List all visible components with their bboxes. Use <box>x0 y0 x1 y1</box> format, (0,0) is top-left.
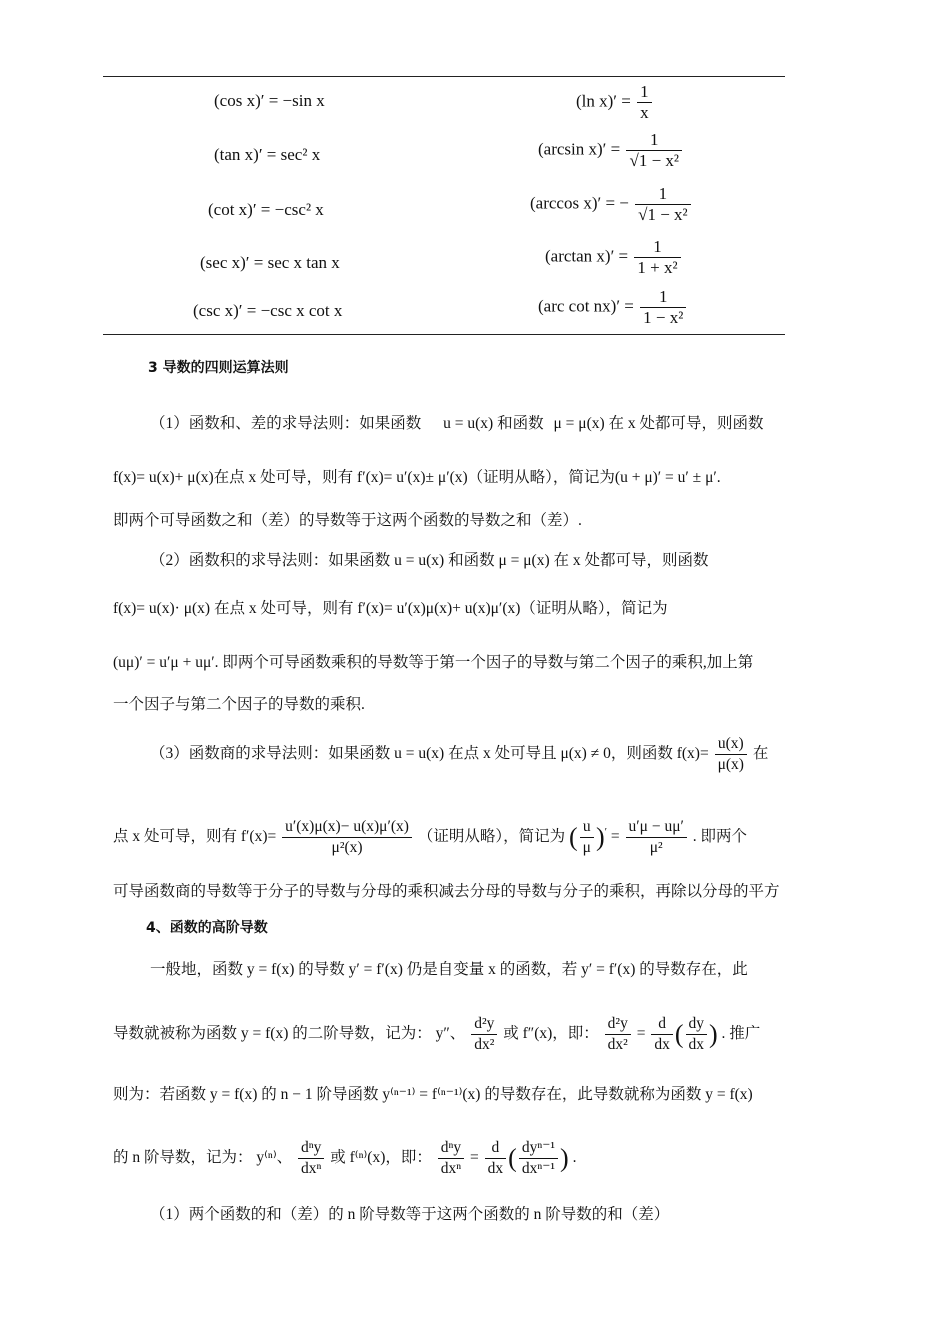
formula-arccos-prefix: (arccos x)′ = − <box>530 193 629 213</box>
lhs-num: d²y <box>605 1014 631 1035</box>
table-bottom-rule <box>103 334 785 335</box>
prime-mark: ′ <box>604 826 608 838</box>
section4-p1-line1: 一般地，函数 y = f(x) 的导数 y′ = f′(x) 仍是自变量 x 的函数，若 y′ = f′(x) 的导数存在，此 <box>150 961 748 978</box>
formula-cot: (cot x)′ = −csc² x <box>208 200 324 219</box>
paren-open: ( <box>568 822 578 852</box>
dx-den-2: dx <box>688 1035 704 1053</box>
rule3-short-num: u′μ − uμ′ <box>626 817 687 838</box>
formula-ln-prefix: (ln x)′ = <box>576 91 631 111</box>
second-derivative-lhs <box>605 1014 631 1055</box>
formula-cos: (cos x)′ = −sin x <box>214 91 325 110</box>
section4-p1-line2: 导数就被称为函数 y = f(x) 的二阶导数，记为： y″、 $\frac{\text{d²y}}{\text{dx²}}$ 或 f″(x)，即： $\frac{\text{d²y}}{\text{dx²}}$ = $\frac{d}{dx}$ ( $\frac{dy}{dx}$ ) . 推广 <box>113 1014 761 1053</box>
rule3-line1a: （3）函数商的求导法则：如果函数 u = u(x) 在点 x 处可导且 μ(x) ≠ 0，则函数 f(x)= <box>150 745 709 763</box>
rule3-line2b: （证明从略），简记为 <box>417 828 566 846</box>
formula-sec: (sec x)′ = sec x tan x <box>200 253 340 272</box>
section4-p1-line3: 则为：若函数 y = f(x) 的 n − 1 阶导函数 y⁽ⁿ⁻¹⁾ = f⁽ⁿ⁻¹⁾(x) 的导数存在，此导数就称为函数 y = f(x) <box>113 1086 753 1103</box>
section4-p1-line4c: . <box>572 1149 577 1166</box>
section4-p1-line2a: 导数就被称为函数 y = f(x) 的二阶导数，记为： y″、 <box>113 1025 466 1042</box>
formula-csc: (csc x)′ = −csc x cot x <box>193 301 343 320</box>
rule3-line3: 可导函数商的导数等于分子的导数与分母的乘积减去分母的导数与分子的乘积，再除以分母的平方 <box>113 883 780 900</box>
section4-heading: 4、函数的高阶导数 <box>146 920 268 936</box>
nth-dx-den: dx <box>487 1159 504 1177</box>
rule3-line2a: 点 x 处可导，则有 f′(x)= <box>113 828 277 846</box>
rule1-end: 在 x 处都可导，则函数 <box>608 415 764 432</box>
formula-ln <box>576 82 654 123</box>
rule1-intro: （1）函数和、差的求导法则：如果函数 <box>150 415 422 432</box>
section4-p1-line2b: 或 f″(x)，即： <box>503 1025 599 1042</box>
nth-inner-fraction <box>519 1138 558 1179</box>
rule1-line3: 即两个可导函数之和（差）的导数等于这两个函数的导数之和（差）. <box>113 512 582 529</box>
d-num: d <box>651 1014 673 1035</box>
dxn-den: dxⁿ <box>301 1159 322 1177</box>
section4-p1-line4: 的 n 阶导数，记为： y⁽ⁿ⁾、 $\frac{\text{dⁿy}}{\text{dxⁿ}}$ 或 f⁽ⁿ⁾(x)，即： $\frac{\text{dⁿy}}{\text{dxⁿ}}$ = $\frac{d}{dx}$ ( $\frac{\text{dyⁿ⁻¹}}{\text{dxⁿ⁻¹}}$ ) . <box>113 1138 577 1177</box>
nth-d-over-dx <box>485 1138 507 1179</box>
paren-close-2: ) <box>709 1019 718 1049</box>
dy-num: dy <box>686 1014 708 1035</box>
rule1-f1: u = u(x) <box>443 415 494 432</box>
formula-arccot-den: 1 − x² <box>643 308 684 327</box>
formula-arccot-fraction <box>640 287 686 328</box>
paren-close-3: ) <box>560 1143 569 1173</box>
section4-rule1: （1）两个函数的和（差）的 n 阶导数等于这两个函数的 n 阶导数的和（差） <box>150 1206 670 1223</box>
nth-lhs-num: dⁿy <box>438 1138 464 1159</box>
table-top-rule <box>103 76 785 77</box>
rule3-short-den: μ² <box>649 839 663 857</box>
dny-num: dⁿy <box>298 1138 324 1159</box>
rule3-line1 <box>150 734 768 775</box>
formula-arctan-fraction <box>634 237 680 278</box>
formula-arccot-prefix: (arc cot nx)′ = <box>538 296 634 316</box>
formula-arcsin-den: √1 − x² <box>629 151 679 170</box>
mu-den: μ <box>582 839 591 857</box>
nth-lhs-den: dxⁿ <box>440 1159 462 1177</box>
dy-over-dx <box>686 1014 708 1055</box>
formula-arccos <box>530 184 693 225</box>
paren-open-2: ( <box>674 1019 684 1049</box>
formula-arccos-num: 1 <box>635 184 691 205</box>
nth-lhs <box>438 1138 464 1179</box>
rule1-line2: f(x)= u(x)+ μ(x)在点 x 处可导，则有 f′(x)= u′(x)± μ′(x)（证明从略），简记为(u + μ)′ = u′ ± μ′. <box>113 469 721 486</box>
rule3-main-den: μ²(x) <box>331 839 363 857</box>
rule3-fraction <box>715 734 747 775</box>
formula-arctan-num: 1 <box>634 237 680 258</box>
lhs-den: dx² <box>607 1035 628 1053</box>
section4-p1-line4a: 的 n 阶导数，记为： y⁽ⁿ⁾、 <box>113 1149 293 1166</box>
rule3-frac-den: μ(x) <box>717 756 744 773</box>
formula-arctan <box>545 237 683 278</box>
rule2-line4: 一个因子与第二个因子的导数的乘积. <box>113 696 365 713</box>
rule3-main-fraction <box>282 817 412 858</box>
formula-arccot <box>538 287 688 328</box>
formula-ln-fraction <box>637 82 652 123</box>
formula-arcsin-prefix: (arcsin x)′ = <box>538 139 621 159</box>
dx-den: dx <box>654 1035 670 1053</box>
rule1-line1 <box>150 412 764 436</box>
formula-tan: (tan x)′ = sec² x <box>214 145 321 164</box>
rule1-f2: μ = μ(x) <box>553 415 605 432</box>
dx2-den: dx² <box>474 1035 495 1053</box>
paren-close: ) <box>595 822 605 852</box>
rule3-short-fraction <box>626 817 687 858</box>
d-over-dx <box>651 1014 673 1055</box>
rule2-line2: f(x)= u(x)· μ(x) 在点 x 处可导，则有 f′(x)= u′(x)μ(x)+ u(x)μ′(x)（证明从略），简记为 <box>113 600 668 617</box>
formula-arctan-den: 1 + x² <box>637 258 678 277</box>
formula-arccos-fraction <box>635 184 691 225</box>
formula-arcsin <box>538 130 684 171</box>
rule3-main-num: u′(x)μ(x)− u(x)μ′(x) <box>282 817 412 838</box>
formula-arcsin-num: 1 <box>626 130 682 151</box>
rule2-line1: （2）函数积的求导法则：如果函数 u = u(x) 和函数 μ = μ(x) 在 x 处都可导，则函数 <box>150 552 709 569</box>
rule3-u-over-mu <box>580 817 594 858</box>
section4-p1-line4b: 或 f⁽ⁿ⁾(x)，即： <box>330 1149 432 1166</box>
d2y-num: d²y <box>471 1014 497 1035</box>
rule2-line3: (uμ)′ = u′μ + uμ′. 即两个可导函数乘积的导数等于第一个因子的导数与第二个因子的乘积,加上第 <box>113 654 754 671</box>
section4-p1-line2c: . 推广 <box>721 1025 761 1042</box>
formula-ln-den: x <box>640 103 649 122</box>
paren-open-3: ( <box>508 1143 517 1173</box>
nth-inner-den: dxⁿ⁻¹ <box>521 1159 556 1177</box>
nth-d-num: d <box>485 1138 507 1159</box>
formula-arcsin-fraction <box>626 130 682 171</box>
section3-heading: 3 导数的四则运算法则 <box>148 360 289 376</box>
rule3-frac-num: u(x) <box>715 734 747 755</box>
u-num: u <box>580 817 594 838</box>
nth-derivative-fraction <box>298 1138 324 1179</box>
formula-arctan-prefix: (arctan x)′ = <box>545 246 629 266</box>
formula-ln-num: 1 <box>637 82 652 103</box>
nth-inner-num: dyⁿ⁻¹ <box>519 1138 558 1159</box>
rule1-mid: 和函数 <box>497 415 544 432</box>
rule3-line2c: . 即两个 <box>692 828 748 846</box>
rule3-line1b: 在 <box>752 745 769 763</box>
rule3-line2: 点 x 处可导，则有 f′(x)= $\frac{u'(x)\mu(x)- u(x)\mu'(x)}{\text{μ²(x)}}$ （证明从略），简记为 ( $\frac{u}{\mu}$ )′ = $\frac{u'\mu - u\mu'}{\text{μ²}}$ . 即两个 <box>113 818 748 857</box>
formula-arccos-den: √1 − x² <box>638 205 688 224</box>
formula-arccot-num: 1 <box>640 287 686 308</box>
second-derivative-fraction <box>471 1014 497 1055</box>
